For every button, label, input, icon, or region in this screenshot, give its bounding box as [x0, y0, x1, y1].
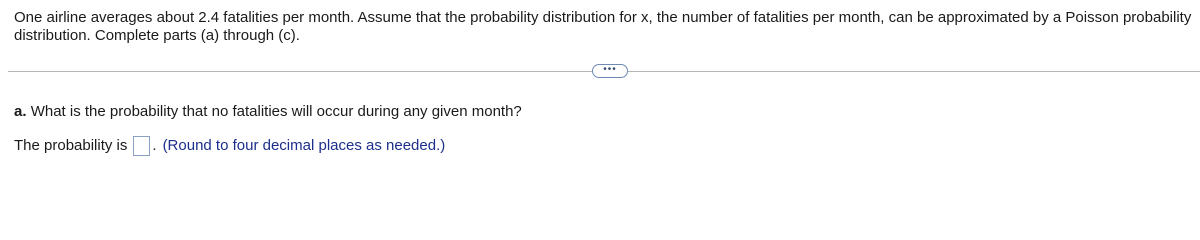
part-a-question-text: What is the probability that no fatalities will occur during any given month? — [30, 103, 522, 120]
part-a-answer-row — [14, 136, 445, 156]
expand-more-button[interactable] — [592, 64, 628, 78]
part-a-label: a. — [14, 103, 27, 120]
part-a-question — [14, 103, 522, 121]
problem-statement: One airline averages about 2.4 fatalities per month. Assume that the probability distribution for x, the number of fatalities per month, can be approximated by a Poisson probability distribution. Complete parts (a) through (c). — [14, 9, 1192, 44]
probability-answer-input[interactable] — [133, 136, 150, 156]
answer-suffix: . — [152, 137, 157, 154]
answer-prefix: The probability is — [14, 137, 128, 154]
ellipsis-icon: ••• — [603, 63, 617, 75]
section-divider — [8, 64, 1200, 78]
rounding-hint: (Round to four decimal places as needed.) — [162, 137, 446, 154]
